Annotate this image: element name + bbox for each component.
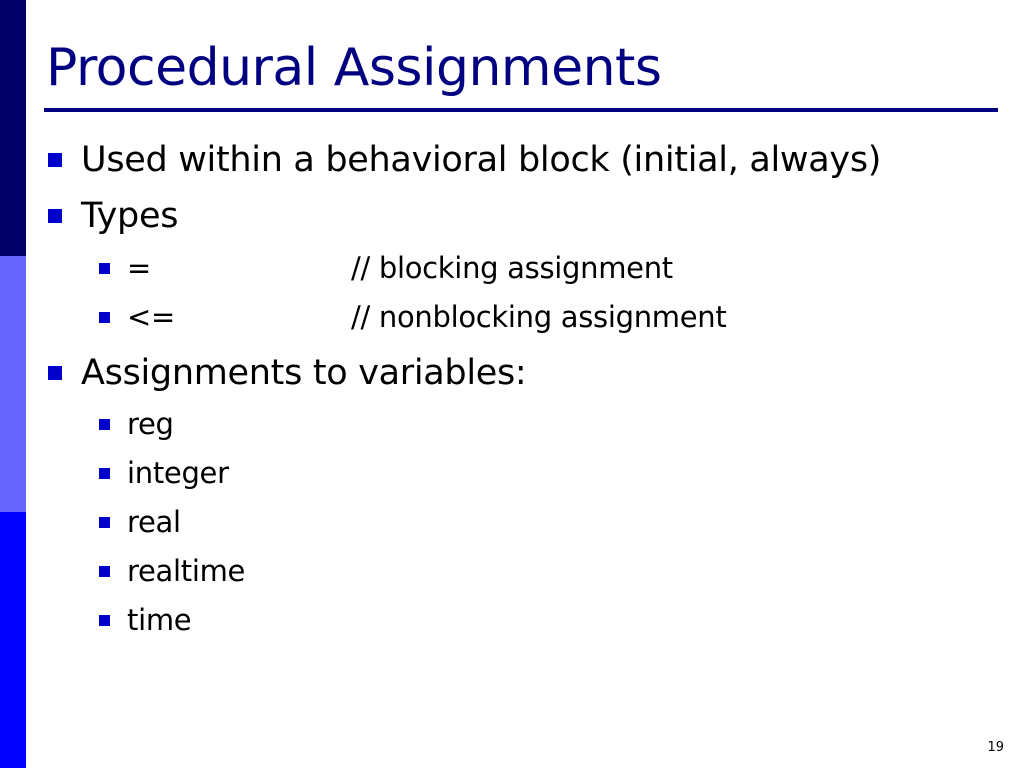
slide-title: Procedural Assignments <box>46 38 662 98</box>
sub-bullet-item <box>99 300 726 334</box>
sub-bullet-item <box>99 505 181 539</box>
sub-bullet-text: reg <box>127 407 174 441</box>
page-number: 19 <box>987 740 1004 755</box>
sub-bullet-text: realtime <box>127 554 246 588</box>
sidebar-segment-middle <box>0 256 26 512</box>
sidebar-segment-bottom <box>0 512 26 768</box>
sub-bullet-text: integer <box>127 456 229 490</box>
square-bullet-icon <box>99 263 110 274</box>
square-bullet-icon <box>48 209 62 223</box>
bullet-text: Types <box>81 196 179 236</box>
bullet-item <box>48 140 881 180</box>
sidebar-segment-top <box>0 0 26 256</box>
sub-bullet-text: time <box>127 603 192 637</box>
square-bullet-icon <box>48 153 62 167</box>
sub-bullet-item <box>99 456 229 490</box>
bullet-text: Used within a behavioral block (initial, always) <box>81 140 882 180</box>
square-bullet-icon <box>99 517 110 528</box>
bullet-item <box>48 353 526 393</box>
assignment-comment: // blocking assignment <box>351 251 673 285</box>
square-bullet-icon <box>99 615 110 626</box>
sub-bullet-item <box>99 554 245 588</box>
square-bullet-icon <box>48 366 62 380</box>
sub-bullet-item <box>99 603 191 637</box>
sub-bullet-item <box>99 407 174 441</box>
square-bullet-icon <box>99 312 110 323</box>
square-bullet-icon <box>99 566 110 577</box>
bullet-text: Assignments to variables: <box>81 353 527 393</box>
title-underline <box>44 108 998 112</box>
sub-bullet-item <box>99 251 673 285</box>
square-bullet-icon <box>99 468 110 479</box>
sub-bullet-text: real <box>127 505 181 539</box>
assignment-operator: = <box>127 251 151 285</box>
sidebar-decoration <box>0 0 26 768</box>
assignment-comment: // nonblocking assignment <box>351 300 727 334</box>
bullet-item <box>48 196 178 236</box>
square-bullet-icon <box>99 419 110 430</box>
assignment-operator: <= <box>127 300 175 334</box>
